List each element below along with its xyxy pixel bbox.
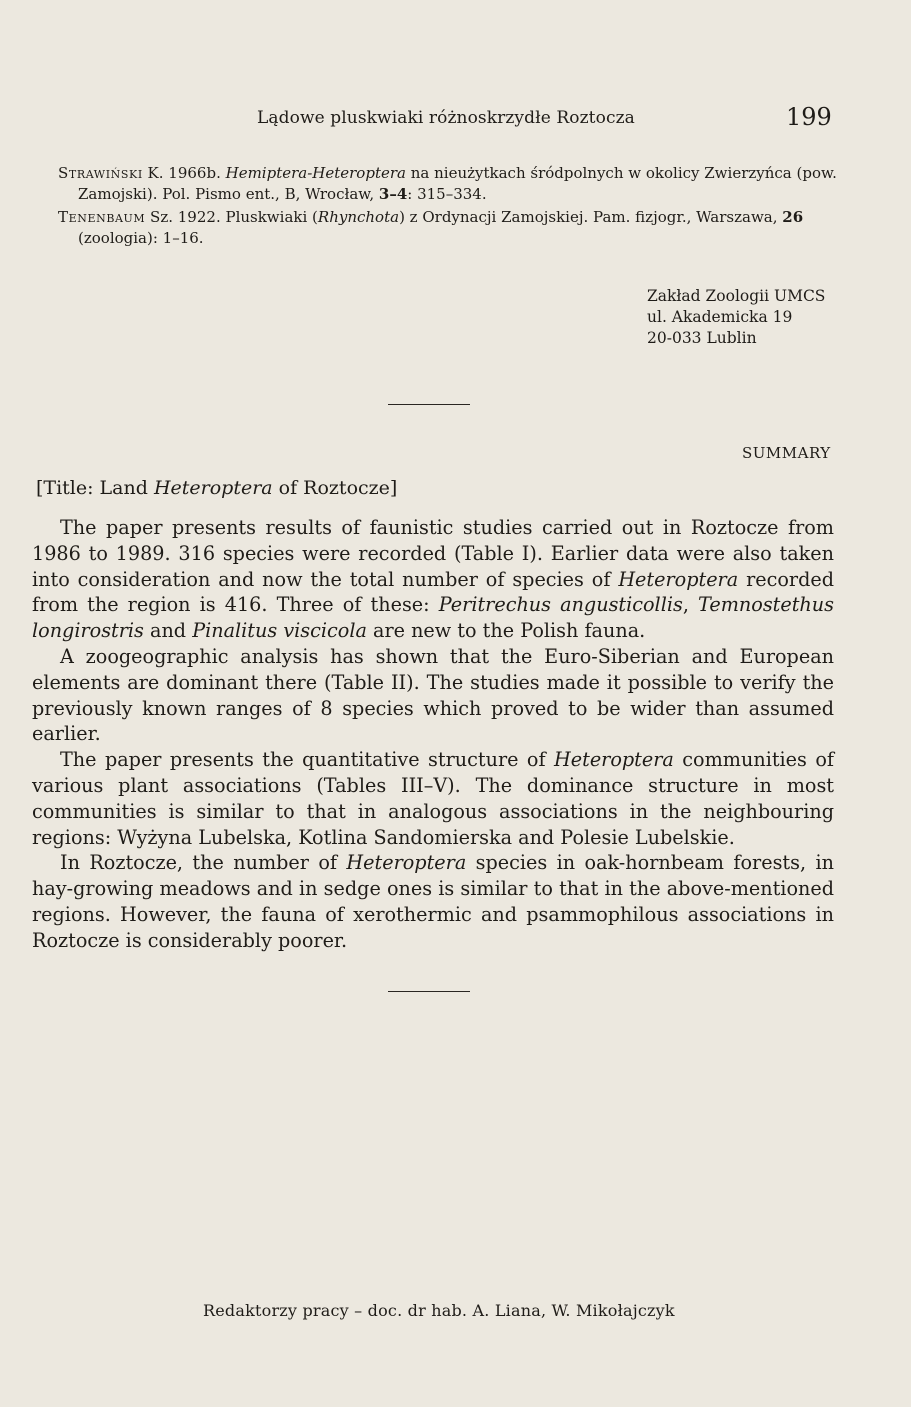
reference-strawinski: [58, 163, 868, 205]
author-address: [647, 286, 825, 349]
section-divider: [388, 991, 470, 992]
address-line-institute: Zakład Zoologii UMCS: [647, 287, 826, 305]
address-line-street: ul. Akademicka 19: [647, 308, 793, 326]
reference-author: Strawiński: [58, 164, 143, 182]
summary-text: species in oak-hornbeam forests, in hay-growing meadows and in sedge ones is similar to that in the above-mentioned regions. However, the fauna of xerothermic and psammophilous associations in Roztocze is considerably poorer.: [32, 851, 834, 952]
summary-text: recorded from the region is 416. Three of these:: [32, 567, 834, 617]
taxon-name: Temnostethus longirostris: [32, 593, 834, 643]
reference-text: na nieużytkach śródpolnych w okolicy Zwierzyńca (pow. Zamojski). Pol. Pismo ent., B, Wrocław,: [78, 164, 837, 203]
summary-text: and: [143, 619, 193, 643]
reference-tenenbaum: [58, 207, 868, 249]
summary-paragraph-1: [32, 515, 834, 644]
taxon-name: Peritrechus angusticollis: [438, 593, 683, 617]
summary-text: In Roztocze, the number of: [60, 851, 347, 875]
taxon-name: Heteroptera: [346, 851, 467, 875]
running-title: Lądowe pluskwiaki różnoskrzydłe Roztocza: [257, 108, 635, 128]
taxon-name: Heteroptera: [554, 748, 674, 772]
taxon-name: Pinalitus viscicola: [192, 619, 367, 643]
reference-pages: : 315–334.: [407, 185, 487, 203]
summary-text: The paper presents the quantitative structure of: [60, 748, 555, 772]
summary-paragraph-2: A zoogeographic analysis has shown that the Euro-Siberian and European elements are dominant there (Table II). The studies made it possible to verify the previously known ranges of 8 species which proved to be wider than assumed earlier.: [32, 644, 834, 746]
summary-text: The paper presents results of faunistic studies carried out in Roztocze from 1986 to 1989. 316 species were recorded (Table I). Earlier data were also taken into consideration and now the total number of species of: [32, 516, 834, 591]
editors-footer: Redaktorzy pracy – doc. dr hab. A. Liana, W. Mikołajczyk: [203, 1301, 675, 1320]
summary-body: [32, 515, 834, 954]
address-line-city: 20-033 Lublin: [647, 329, 757, 347]
english-title: [36, 477, 397, 499]
taxon-name: Heteroptera: [618, 567, 739, 591]
english-title-text: of Roztocze]: [272, 477, 398, 499]
reference-title-italic: Rhynchota: [317, 208, 400, 226]
english-title-text: [Title: Land: [36, 477, 154, 499]
reference-pages: (zoologia): 1–16.: [78, 229, 204, 247]
reference-title-italic: Hemiptera-Heteroptera: [225, 164, 406, 182]
section-divider: [388, 404, 470, 405]
summary-text: are new to the Polish fauna.: [366, 619, 646, 643]
reference-text: Sz. 1922. Pluskwiaki (: [145, 208, 318, 226]
reference-author: Tenenbaum: [58, 208, 146, 226]
english-title-italic: Heteroptera: [153, 477, 273, 499]
reference-volume: 26: [782, 208, 804, 226]
reference-text: ) z Ordynacji Zamojskiej. Pam. fizjogr., Warszawa,: [399, 208, 783, 226]
summary-paragraph-3: [32, 747, 834, 850]
summary-text: ,: [682, 593, 699, 617]
summary-paragraph-4: [32, 850, 834, 953]
reference-text: K. 1966b.: [142, 164, 226, 182]
summary-heading: SUMMARY: [742, 444, 831, 462]
page-number: 199: [786, 103, 832, 131]
summary-text: communities of various plant associations (Tables III–V). The dominance structure in most communities is similar to that in analogous associations in the neighbouring regions: Wyżyna Lubelska, Kotlina Sandomierska and Polesie Lubelskie.: [32, 748, 834, 849]
reference-volume: 3–4: [378, 185, 408, 203]
